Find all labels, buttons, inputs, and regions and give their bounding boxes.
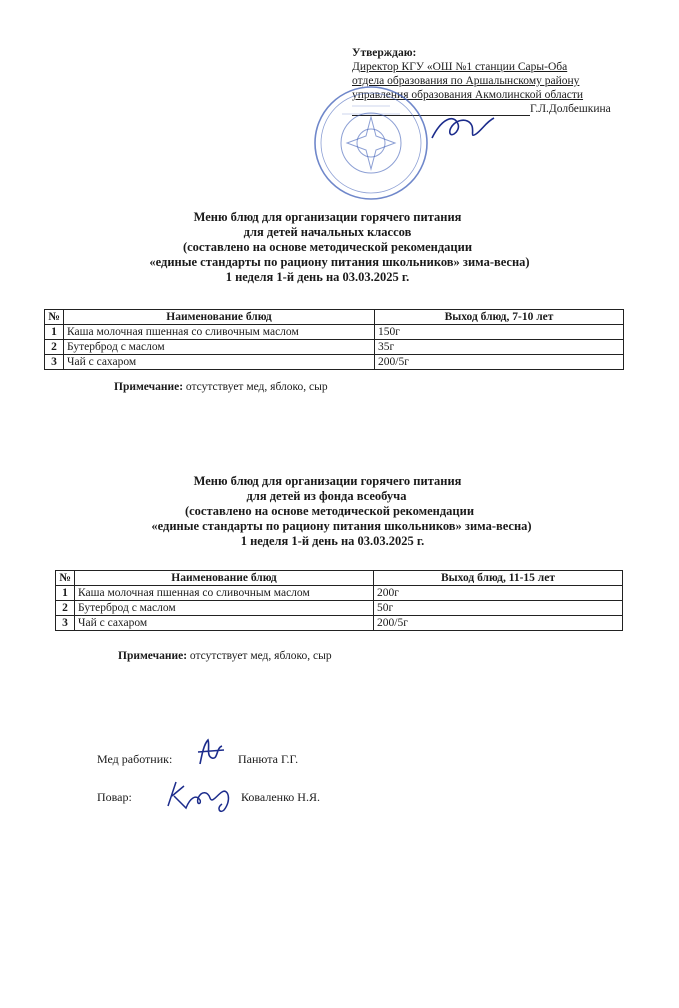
- row-output: 150г: [375, 325, 624, 340]
- approval-line-1: Директор КГУ «ОШ №1 станции Сары-Оба: [352, 61, 568, 73]
- row-dish: Бутерброд с маслом: [64, 340, 375, 355]
- official-stamp: [312, 84, 430, 202]
- menu-2-note: [118, 650, 332, 662]
- table-row: [45, 340, 624, 355]
- menu-1-note: [114, 381, 328, 393]
- row-num: 1: [56, 586, 75, 601]
- menu-2-title-line-3: (составлено на основе методической рекомендации: [184, 504, 475, 518]
- table-row: [45, 355, 624, 370]
- header-dish: Наименование блюд: [64, 310, 375, 325]
- row-dish: Чай с сахаром: [64, 355, 375, 370]
- table-row: [56, 616, 623, 631]
- menu-2-table: [55, 570, 623, 631]
- director-signature: [428, 108, 498, 148]
- row-num: 1: [45, 325, 64, 340]
- med-worker-name: Панюта Г.Г.: [238, 752, 299, 766]
- menu-2-title-line-2: для детей из фонда всеобуча: [246, 489, 407, 503]
- note-text: отсутствует мед, яблоко, сыр: [183, 381, 328, 393]
- cook-name: Коваленко Н.Я.: [241, 790, 320, 804]
- menu-2-title-line-5: 1 неделя 1-й день на 03.03.2025 г.: [240, 534, 425, 548]
- header-dish: Наименование блюд: [75, 571, 374, 586]
- approval-line-2: отдела образования по Аршалынскому району: [352, 75, 580, 87]
- approval-heading: Утверждаю:: [352, 47, 417, 59]
- table-row: [56, 586, 623, 601]
- menu-1-title-line-3: (составлено на основе методической рекомендации: [182, 240, 473, 254]
- row-num: 2: [45, 340, 64, 355]
- row-num: 3: [56, 616, 75, 631]
- approval-signer: Г.Л.Долбешкина: [530, 103, 611, 115]
- note-label: Примечание:: [114, 381, 184, 393]
- menu-1-title: [0, 210, 679, 285]
- menu-1-title-line-2: для детей начальных классов: [243, 225, 412, 239]
- menu-2-title: [0, 474, 679, 549]
- menu-2-title-line-4: «единые стандарты по рациону питания школьников» зима-весна): [151, 519, 532, 533]
- row-dish: Бутерброд с маслом: [75, 601, 374, 616]
- menu-1-title-line-1: Меню блюд для организации горячего питания: [193, 210, 462, 224]
- header-num: №: [56, 571, 75, 586]
- menu-1-table: [44, 309, 624, 370]
- table-header-row: [45, 310, 624, 325]
- row-output: 35г: [375, 340, 624, 355]
- row-dish: Каша молочная пшенная со сливочным маслом: [75, 586, 374, 601]
- row-num: 2: [56, 601, 75, 616]
- row-output: 200/5г: [375, 355, 624, 370]
- menu-1-title-line-4: «единые стандарты по рациону питания школьников» зима-весна): [149, 255, 530, 269]
- header-output: Выход блюд, 11-15 лет: [374, 571, 623, 586]
- menu-1-title-line-5: 1 неделя 1-й день на 03.03.2025 г.: [225, 270, 410, 284]
- row-num: 3: [45, 355, 64, 370]
- row-output: 200/5г: [374, 616, 623, 631]
- table-row: [56, 601, 623, 616]
- header-num: №: [45, 310, 64, 325]
- note-label: Примечание:: [118, 650, 188, 662]
- approval-line-3: управления образования Акмолинской области: [352, 89, 584, 101]
- header-output: Выход блюд, 7-10 лет: [375, 310, 624, 325]
- table-row: [45, 325, 624, 340]
- med-worker-signature: [192, 736, 230, 768]
- cook-signature: [162, 776, 240, 816]
- row-dish: Чай с сахаром: [75, 616, 374, 631]
- row-dish: Каша молочная пшенная со сливочным маслом: [64, 325, 375, 340]
- cook-label: Повар:: [97, 790, 132, 804]
- menu-2-title-line-1: Меню блюд для организации горячего питания: [193, 474, 462, 488]
- table-header-row: [56, 571, 623, 586]
- med-worker-label: Мед работник:: [97, 752, 173, 766]
- row-output: 200г: [374, 586, 623, 601]
- row-output: 50г: [374, 601, 623, 616]
- note-text: отсутствует мед, яблоко, сыр: [187, 650, 332, 662]
